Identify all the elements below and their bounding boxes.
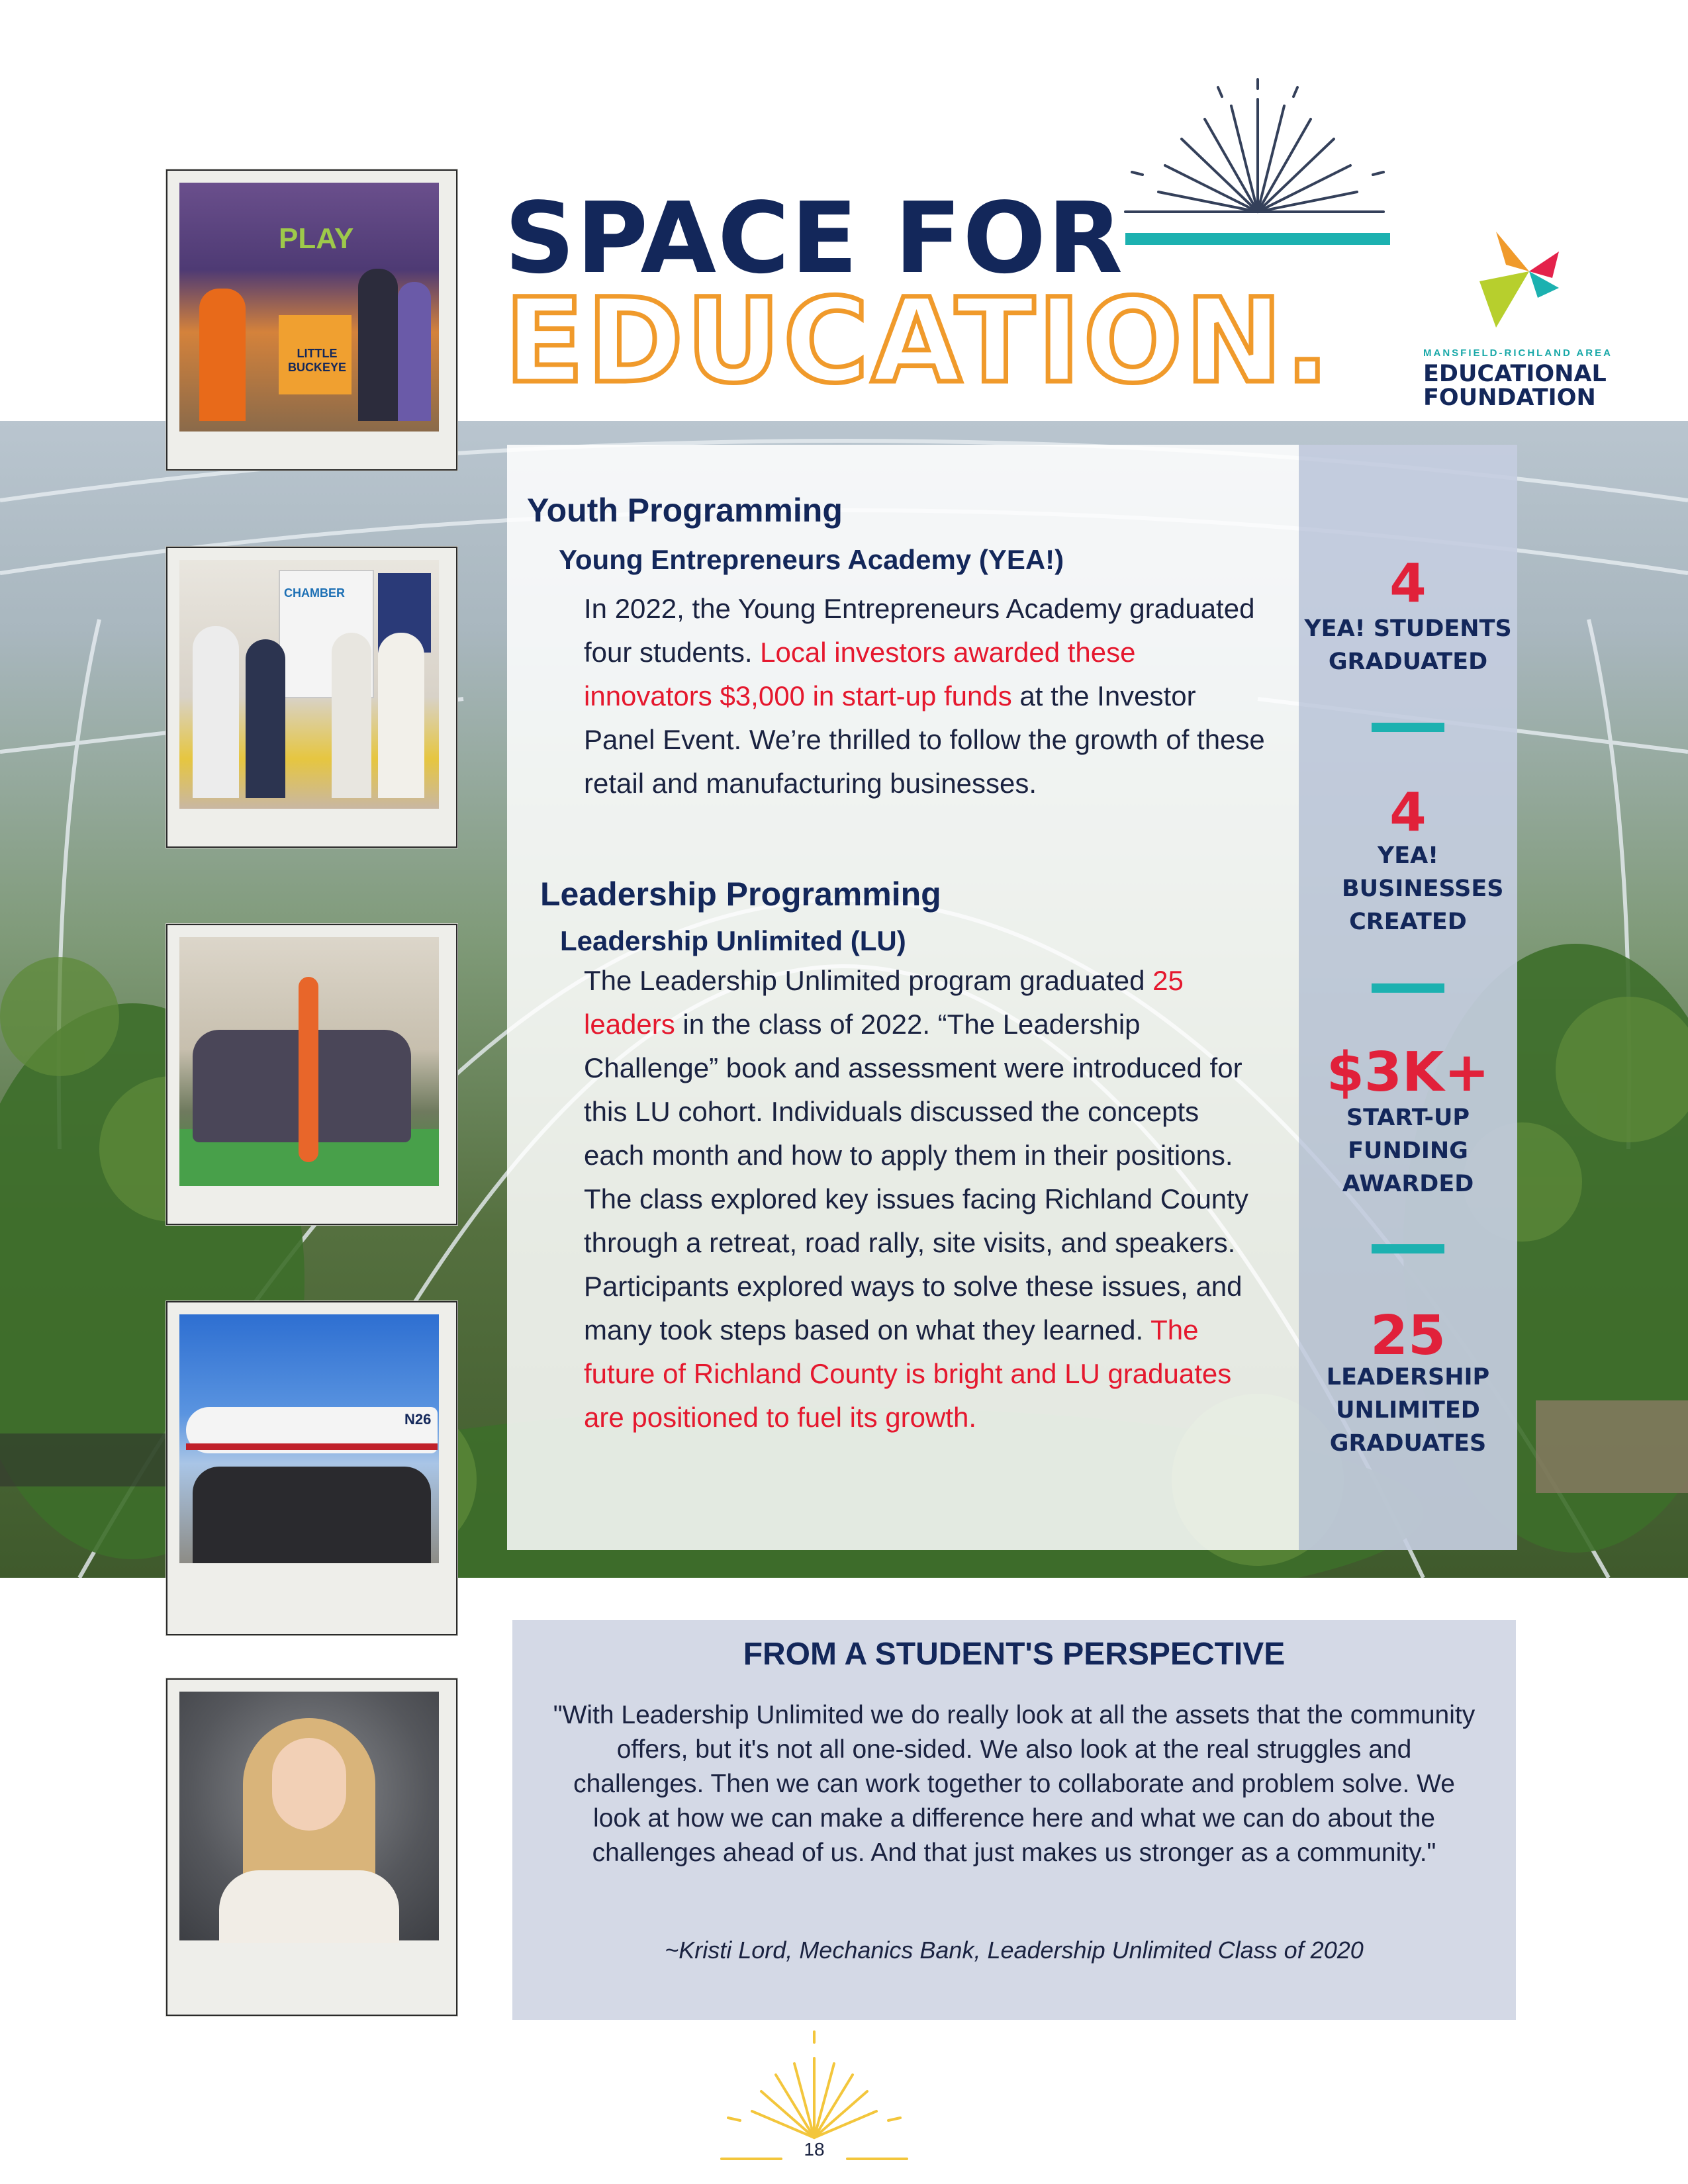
yea-paragraph: In 2022, the Young Entrepreneurs Academy graduated four students. Local investors awarded these innovators $3,000 in start-up funds at the Investor Panel Event. We’re thrilled to follow the growth of these retail and manufacturing businesses.: [584, 593, 1265, 799]
stat-yea-businesses-number: 4: [1389, 782, 1427, 843]
leadership-programming-heading: Leadership Programming: [540, 876, 941, 913]
photo-frame-4: [165, 1300, 458, 1636]
stat-divider-2: [1372, 983, 1444, 993]
photo-airport-visit: [179, 1314, 439, 1563]
stat-divider-3: [1372, 1244, 1444, 1253]
student-perspective-box: [512, 1620, 1516, 2020]
photo-sign-text: PLAY: [279, 222, 354, 255]
stat-yea-students-label: YEA! STUDENTS GRADUATED: [1304, 615, 1512, 675]
logo-text-line2: FOUNDATION: [1423, 385, 1596, 411]
lu-highlight-leaders: 25 leaders: [584, 965, 1184, 1040]
photo-kristi-lord-portrait: [179, 1692, 439, 1940]
lu-subheading: Leadership Unlimited (LU): [560, 925, 906, 956]
photo-youth-event: [179, 183, 439, 432]
page-number: 18: [804, 2139, 825, 2160]
lu-highlight-future: The future of Richland County is bright and LU graduates are positioned to fuel its growth.: [584, 1314, 1232, 1433]
page-title-line2: EDUCATION.: [504, 273, 1333, 409]
photo-frame-2: [165, 546, 458, 848]
stat-yea-students-number: 4: [1389, 553, 1427, 614]
photo-chamber-text: CHAMBER: [284, 586, 345, 600]
perspective-title: FROM A STUDENT'S PERSPECTIVE: [743, 1637, 1286, 1672]
youth-programming-heading: Youth Programming: [527, 492, 843, 529]
stat-lu-graduates-number: 25: [1370, 1304, 1446, 1367]
title-teal-underline: [1125, 233, 1390, 245]
photo-frame-5: [165, 1678, 458, 2017]
stat-lu-graduates-label: LEADERSHIP UNLIMITED GRADUATES: [1326, 1364, 1490, 1457]
lu-paragraph: The Leadership Unlimited program graduated 25 leaders in the class of 2022. “The Leadership Challenge” book and assessment were introduced for this LU cohort. Individuals discussed the concepts each month and how to apply them in their positions. The class explored key issues facing Richland County through a retreat, road rally, site visits, and speakers. Participants explored ways to solve these issues, and many took steps based on what they learned. The future of Richland County is bright and LU graduates are positioned to fuel its growth.: [584, 965, 1248, 1433]
yea-subheading: Young Entrepreneurs Academy (YEA!): [559, 544, 1064, 575]
photo-frame-3: [165, 923, 458, 1226]
page-title-line1: SPACE FOR: [504, 181, 1125, 295]
perspective-attribution: ~Kristi Lord, Mechanics Bank, Leadership Unlimited Class of 2020: [665, 1936, 1364, 1964]
photo-investor-panel: [179, 560, 439, 809]
stat-divider-1: [1372, 723, 1444, 732]
yea-highlight: Local investors awarded these innovators $3,000 in start-up funds: [584, 637, 1136, 711]
stat-funding-number: $3K+: [1326, 1041, 1490, 1104]
stat-funding-label: START-UP FUNDING AWARDED: [1342, 1105, 1474, 1197]
foundation-logo-icon: [1466, 225, 1566, 338]
photo-frame-1: [165, 169, 458, 471]
logo-text-line1: EDUCATIONAL: [1423, 361, 1607, 387]
photo-leadership-group: [179, 937, 439, 1186]
sunburst-decoration-icon: [1119, 73, 1397, 232]
photo-aircraft-tail-text: N26: [404, 1411, 432, 1428]
photo-banner-text: LITTLE BUCKEYE: [287, 347, 346, 374]
logo-small-text: MANSFIELD-RICHLAND AREA: [1423, 347, 1613, 359]
stat-yea-businesses-label: YEA! BUSINESSES CREATED: [1342, 842, 1504, 935]
perspective-quote: "With Leadership Unlimited we do really look at all the assets that the community offers, but it's not all one-sided. We also look at the real struggles and challenges. Then we can work together to collaborate and problem solve. We look at how we can make a difference here and what we can do about the challenges ahead of us. And that just makes us stronger as a community.": [553, 1701, 1476, 1867]
